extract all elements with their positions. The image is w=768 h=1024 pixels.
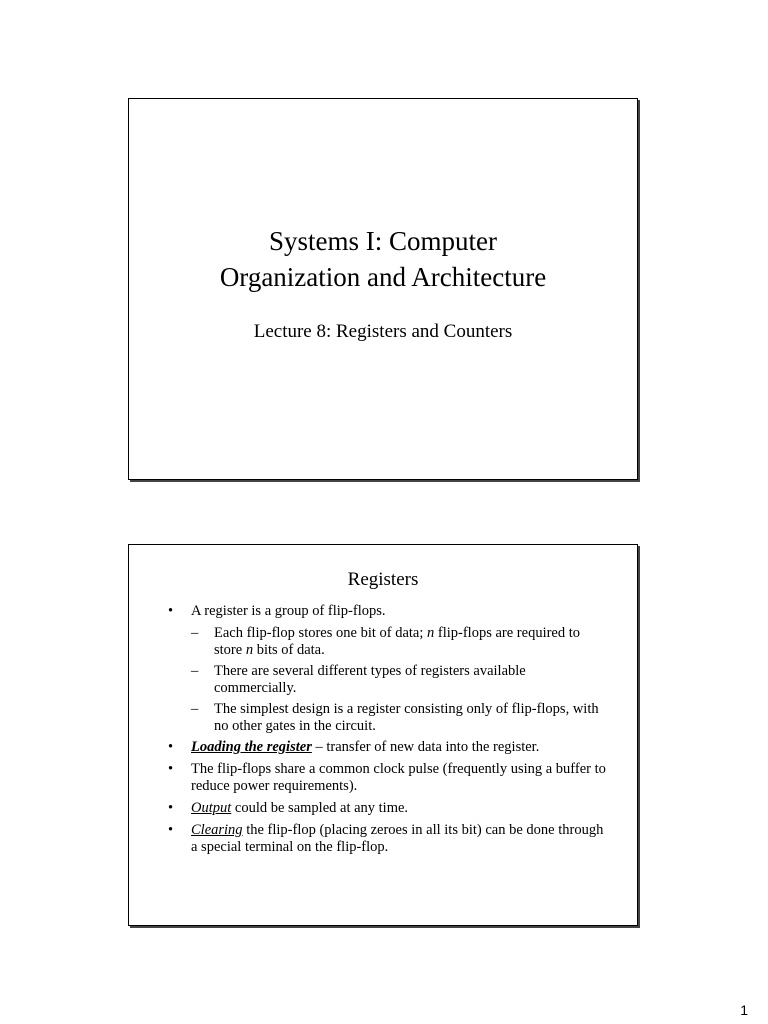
slide-title [128,98,638,480]
text-segment: bits of data. [253,642,325,658]
bullet-marker: • [168,822,174,838]
dash-marker: – [191,625,199,641]
sub-bullet-item [168,625,607,659]
bullet-item [168,761,607,795]
bullet-text: The flip-flops share a common clock pulse (frequently using a buffer to reduce power requirements). [191,761,606,794]
bullet-item [168,739,607,756]
bullet-text [191,739,539,755]
title-line-2: Organization and Architecture [219,262,547,292]
italic-variable: n [245,642,254,658]
sub-bullet-text: There are several different types of registers available commercially. [214,663,526,696]
bullet-marker: • [168,761,174,777]
sub-bullet-item [168,663,607,697]
italic-variable: n [427,625,435,641]
bullet-marker: • [168,739,174,755]
bullet-item [168,822,607,856]
text-segment: Each flip-flop stores one bit of data; [214,625,428,641]
term-clearing: Clearing [191,822,243,838]
dash-marker: – [191,701,199,717]
slide-title-heading [129,223,637,295]
page-number: 1 [740,1002,748,1018]
bullet-item [168,800,607,817]
term-loading-register: Loading the register [191,739,312,755]
bullet-marker: • [168,603,174,619]
slide-registers [128,544,638,926]
text-segment: the flip-flop (placing zeroes in all its bit) can be done through a special terminal on the flip-flop. [191,822,604,855]
sub-bullet-text: The simplest design is a register consisting only of flip-flops, with no other gates in the circuit. [214,701,599,734]
slide-heading: Registers [347,569,419,590]
dash-marker: – [191,663,199,679]
text-segment: – transfer of new data into the register. [311,739,540,755]
bullet-list [168,603,607,861]
lecture-subtitle: Lecture 8: Registers and Counters [253,321,513,342]
sub-bullet-item [168,701,607,735]
title-line-1: Systems I: Computer [269,226,497,256]
bullet-item [168,603,607,620]
bullet-text [191,800,408,816]
sub-bullet-text [214,625,580,658]
bullet-text: A register is a group of flip-flops. [191,603,386,619]
bullet-marker: • [168,800,174,816]
bullet-text [191,822,603,855]
term-output: Output [191,800,232,816]
text-segment: could be sampled at any time. [231,800,409,816]
text-segment: flip-flops are required to store [214,625,581,658]
